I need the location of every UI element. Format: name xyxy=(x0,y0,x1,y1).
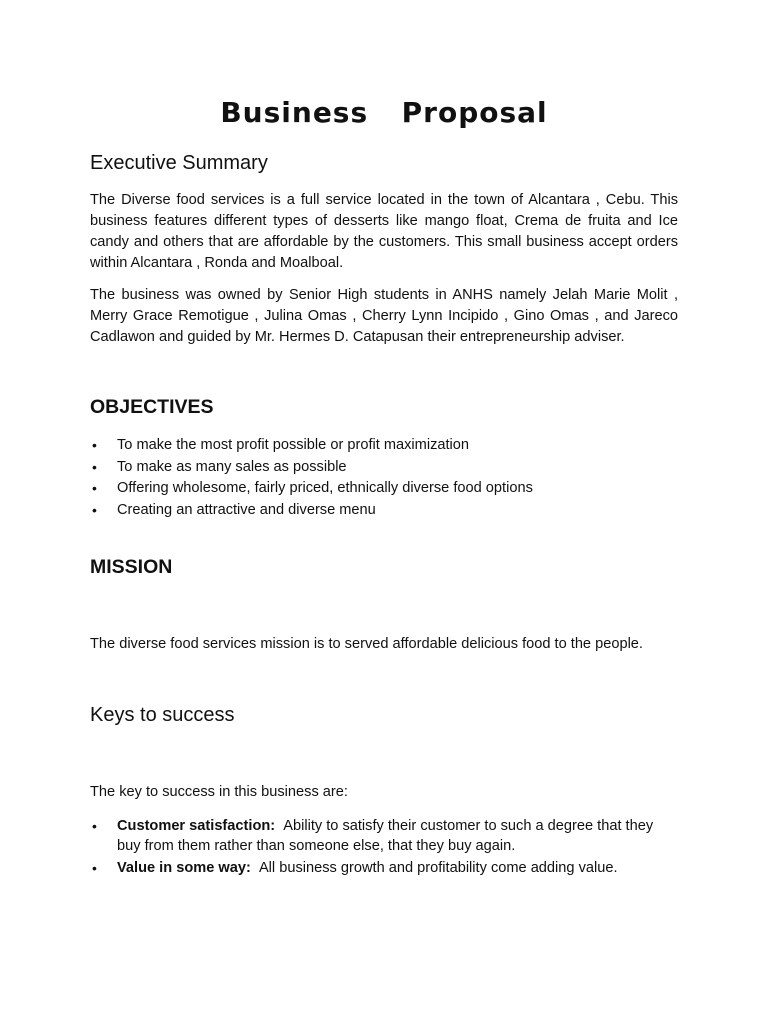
bullet-icon: • xyxy=(92,458,97,475)
mission-heading: MISSION xyxy=(90,556,173,578)
objectives-item: • To make as many sales as possible xyxy=(90,457,678,479)
document-title: Business Proposal xyxy=(220,96,548,129)
objectives-item: • Creating an attractive and diverse menu xyxy=(90,500,678,522)
keys-to-success-list xyxy=(90,816,678,879)
objectives-list xyxy=(90,435,678,521)
bullet-icon: • xyxy=(92,818,97,834)
executive-summary-heading: Executive Summary xyxy=(90,152,268,174)
keys-to-success-intro: The key to success in this business are: xyxy=(90,784,348,800)
objectives-heading: OBJECTIVES xyxy=(90,396,214,418)
bullet-icon: • xyxy=(92,501,97,518)
keys-to-success-item xyxy=(90,858,678,878)
key-term: Customer satisfaction: xyxy=(117,818,276,834)
executive-summary-paragraph-2: The business was owned by Senior High students in ANHS namely Jelah Marie Molit , Merry Grace Remotigue , Julina Omas , Cherry Lynn Incipido , Gino Omas , and Jareco Cadlawon and guided by Mr. Hermes D. Catapusan their entrepreneurship adviser. xyxy=(90,287,678,345)
bullet-icon: • xyxy=(92,480,97,496)
executive-summary-paragraph-1: The Diverse food services is a full service located in the town of Alcantara , Cebu. This business features different types of desserts like mango float, Crema de fruita and Ice candy and others that are affordable by the customers. This small business accept orders within Alcantara , Ronda and Moalboal. xyxy=(90,192,678,271)
key-description: Ability to satisfy their customer to such a degree that they buy from them rather than someone else, that they buy again. xyxy=(117,818,654,854)
keys-to-success-heading: Keys to success xyxy=(90,704,235,726)
mission-text: The diverse food services mission is to served affordable delicious food to the people. xyxy=(90,636,643,652)
objectives-item: • To make the most profit possible or profit maximization xyxy=(90,435,678,457)
bullet-icon: • xyxy=(92,437,97,453)
bullet-icon: • xyxy=(92,859,97,876)
keys-to-success-item xyxy=(90,816,678,856)
objectives-item: • Offering wholesome, fairly priced, ethnically diverse food options xyxy=(90,478,678,500)
key-description: All business growth and profitability come adding value. xyxy=(258,859,618,876)
key-term: Value in some way: xyxy=(117,859,251,876)
